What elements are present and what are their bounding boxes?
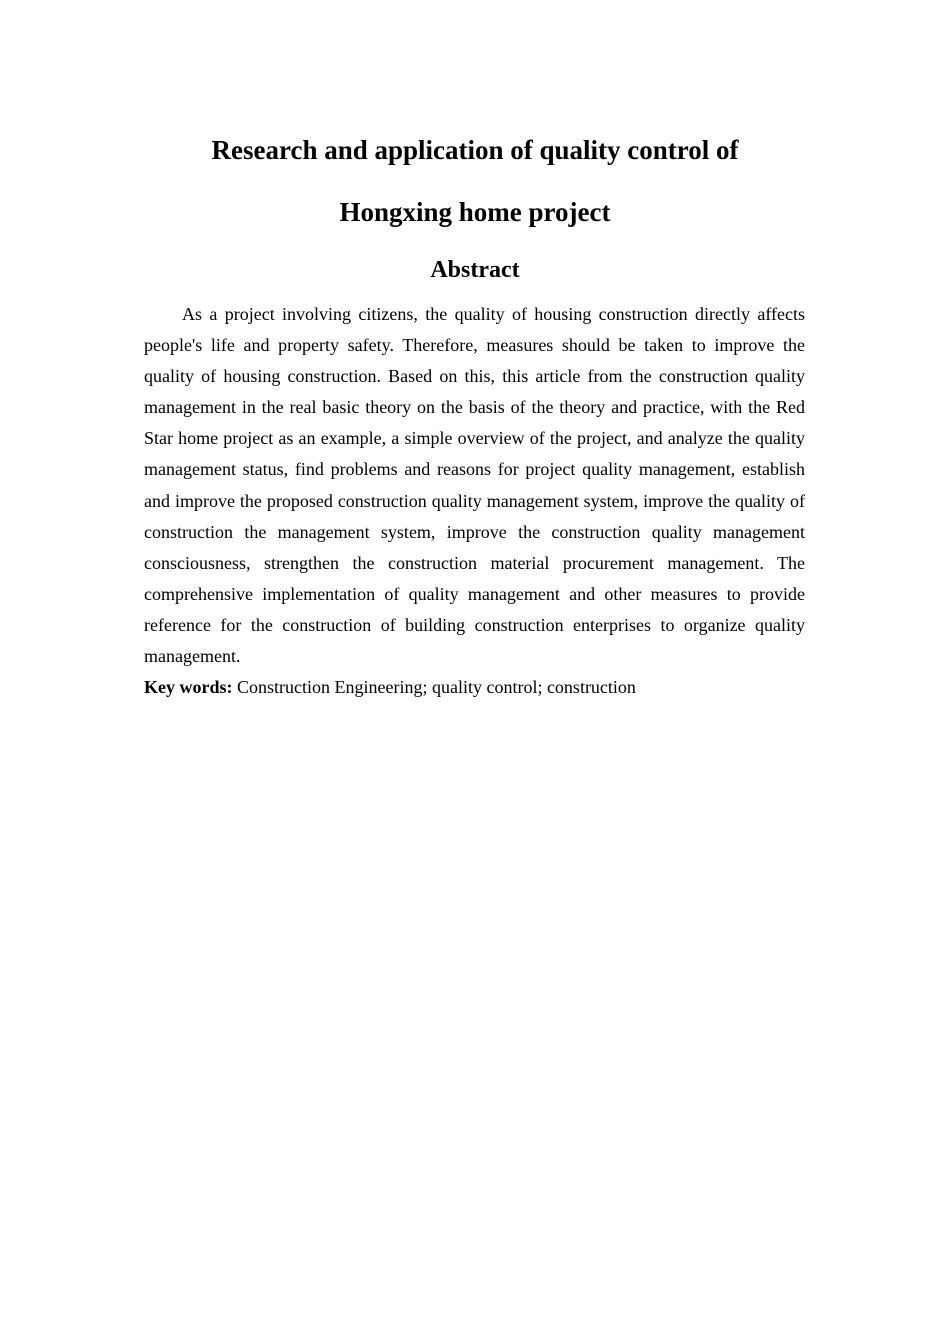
document-title-line-1: Research and application of quality control of	[211, 135, 739, 165]
keywords-value: Construction Engineering; quality control; construction	[232, 677, 636, 697]
keywords-label: Key words:	[144, 677, 233, 697]
abstract-heading: Abstract	[430, 257, 520, 283]
document-title-line-2: Hongxing home project	[339, 197, 611, 227]
keywords-line	[144, 674, 805, 700]
abstract-body: As a project involving citizens, the quality of housing construction directly affects people's life and property safety. Therefore, measures should be taken to improve the quality of housing construction. Based on this, this article from the construction quality management in the real basic theory on the basis of the theory and practice, with the Red Star home project as an example, a simple overview of the project, and analyze the quality management status, find problems and reasons for project quality management, establish and improve the proposed construction quality management system, improve the quality of construction the management system, improve the construction quality management consciousness, strengthen the construction material procurement management. The comprehensive implementation of quality management and other measures to provide reference for the construction of building construction enterprises to organize quality management.	[144, 304, 805, 667]
